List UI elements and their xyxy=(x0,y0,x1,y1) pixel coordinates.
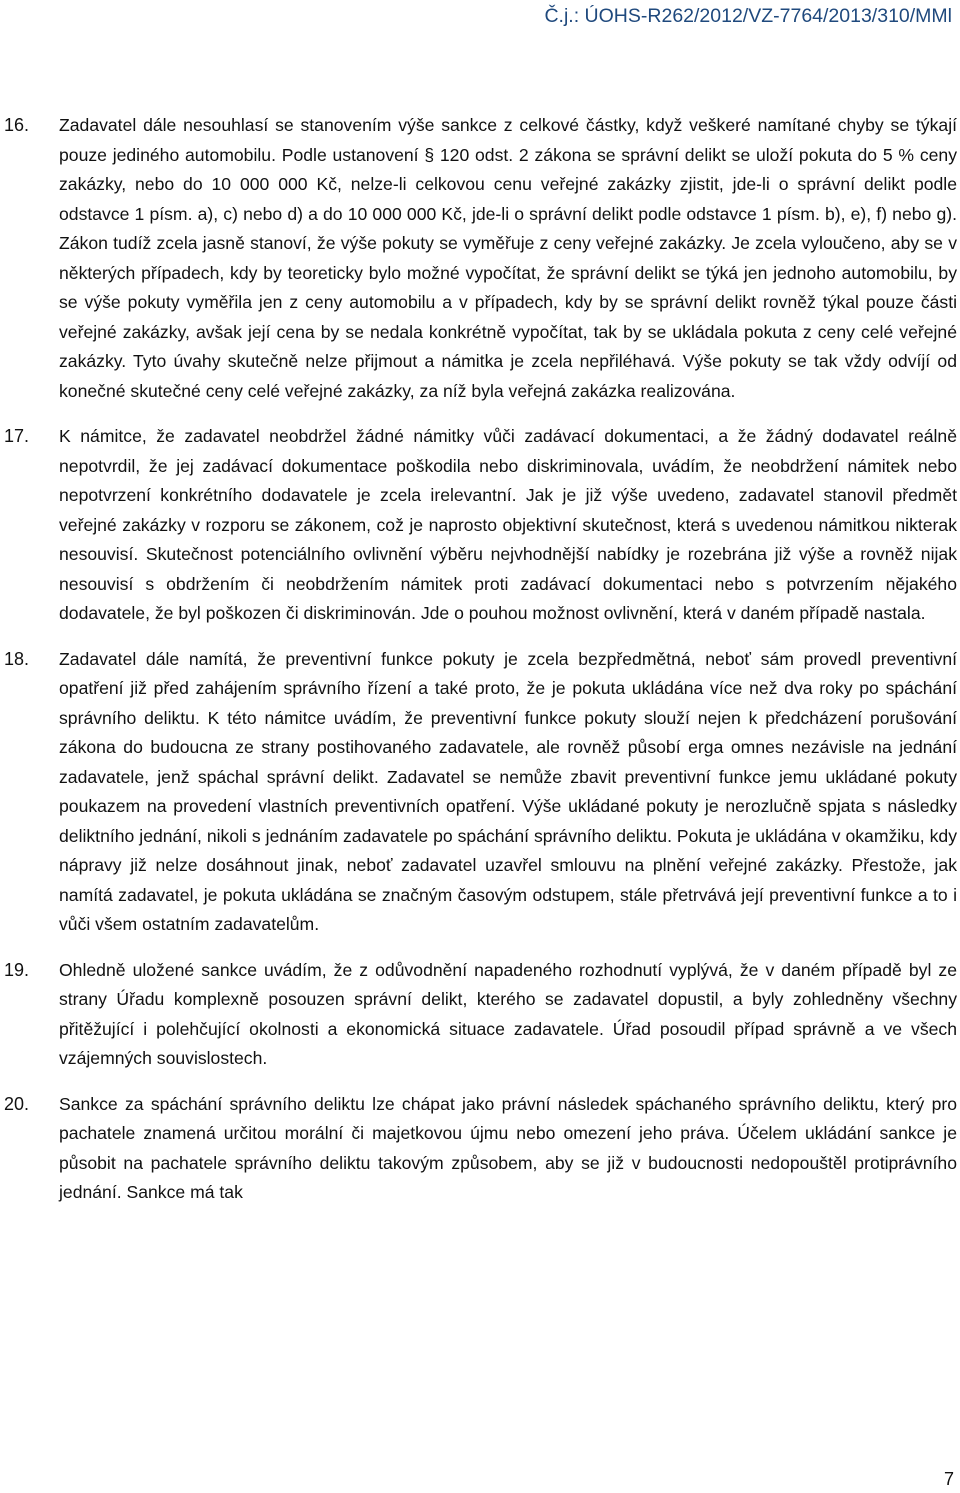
paragraph-20 xyxy=(0,1090,960,1208)
paragraph-text: K námitce, že zadavatel neobdržel žádné námitky vůči zadávací dokumentaci, a že žádný dodavatel reálně nepotvrdil, že jej zadávací dokumentace poškodila nebo diskriminovala, uvádím, že neobdržení námitek nebo nepotvrzení konkrétního dodavatele je zcela irelevantní. Jak je již výše uvedeno, zadavatel stanovil předmět veřejné zakázky v rozporu se zákonem, což je naprosto objektivní skutečnost, která s uvedenou námitkou nikterak nesouvisí. Skutečnost potenciálního ovlivnění výběru nejvhodnější nabídky je rozebrána již výše a rovněž nijak nesouvisí s obdržením či neobdržením námitek proti zadávací dokumentaci nebo s potvrzením nějakého dodavatele, že byl poškozen či diskriminován. Jde o pouhou možnost ovlivnění, která v daném případě nastala. xyxy=(59,426,957,623)
page-number: 7 xyxy=(943,1469,954,1489)
paragraph-16 xyxy=(0,111,960,406)
paragraph-text: Ohledně uložené sankce uvádím, že z odůvodnění napadeného rozhodnutí vyplývá, že v daném případě byl ze strany Úřadu komplexně posouzen správní delikt, kterého se zadavatel dopustil, a byly zohledněny všechny přitěžující i polehčující okolnosti a ekonomická situace zadavatele. Úřad posoudil případ správně a ve všech vzájemných souvislostech. xyxy=(59,959,957,1068)
paragraph-number: 16. xyxy=(4,115,30,135)
paragraph-number: 17. xyxy=(4,426,30,446)
paragraph-text: Sankce za spáchání správního deliktu lze chápat jako právní následek spáchaného správního deliktu, který pro pachatele znamená určitou morální či majetkovou újmu nebo omezení jeho práva. Účelem ukládání sankce je působit na pachatele správního deliktu takovým způsobem, aby se již v budoucnosti nedopouštěl protiprávního jednání. Sankce má tak xyxy=(59,1093,957,1202)
paragraph-number: 20. xyxy=(4,1093,30,1114)
paragraph-number: 19. xyxy=(4,959,30,980)
paragraph-18 xyxy=(0,645,960,940)
paragraph-text: Zadavatel dále namítá, že preventivní funkce pokuty je zcela bezpředmětná, neboť sám provedl preventivní opatření již před zahájením správního řízení a také proto, že je pokuta ukládána více než dva roky po spáchání správního deliktu. K této námitce uvádím, že preventivní funkce pokuty slouží nejen k předcházení porušování zákona do budoucna ze strany postihovaného zadavatele, ale rovněž působí erga omnes nezávisle na jednání zadavatele, jenž spáchal správní delikt. Zadavatel se nemůže zbavit preventivní funkce jemu ukládané pokuty poukazem na provedení vlastních preventivních opatření. Výše ukládané pokuty je nerozlučně spjata s následky deliktního jednání, nikoli s jednáním zadavatele po spáchání správního deliktu. Pokuta je ukládána v okamžiku, kdy nápravy již nelze dosáhnout jinak, neboť zadavatel uzavřel smlouvu na plnění veřejné zakázky. Přestože, jak namítá zadavatel, je pokuta ukládána se značným časovým odstupem, stále přetrvává její preventivní funkce a to i vůči všem ostatním zadavatelům. xyxy=(59,648,957,934)
document-reference-number: Č.j.: ÚOHS-R262/2012/VZ-7764/2013/310/MMl xyxy=(544,5,952,27)
paragraph-text: Zadavatel dále nesouhlasí se stanovením výše sankce z celkové částky, když veškeré namítané chyby se týkají pouze jediného automobilu. Podle ustanovení § 120 odst. 2 zákona se správní delikt se uloží pokuta do 5 % ceny zakázky, nebo do 10 000 000 Kč, nelze-li celkovou cenu veřejné zakázky zjistit, jde-li o správní delikt podle odstavce 1 písm. a), c) nebo d) a do 10 000 000 Kč, jde-li o správní delikt podle odstavce 1 písm. b), e), f) nebo g). Zákon tudíž zcela jasně stanoví, že výše pokuty se vyměřuje z ceny veřejné zakázky. Je zcela vyloučeno, aby se v některých případech, kdy by teoreticky bylo možné vypočítat, že správní delikt se týká jen jednoho automobilu, by se výše pokuty vyměřila jen z ceny automobilu a v případech, kdy by se správní delikt rovněž týkal pouze části veřejné zakázky, avšak její cena by se nedala konkrétně vypočítat, tak by se ukládala pokuta z ceny celé veřejné zakázky. Tyto úvahy skutečně nelze přijmout a námitka je zcela nepřiléhavá. Výše pokuty se tak vždy odvíjí od konečné skutečné ceny celé veřejné zakázky, za níž byla veřejná zakázka realizována. xyxy=(59,115,957,401)
paragraph-17 xyxy=(0,422,960,629)
document-body xyxy=(0,111,960,1224)
paragraph-number: 18. xyxy=(4,648,30,669)
paragraph-19 xyxy=(0,956,960,1074)
